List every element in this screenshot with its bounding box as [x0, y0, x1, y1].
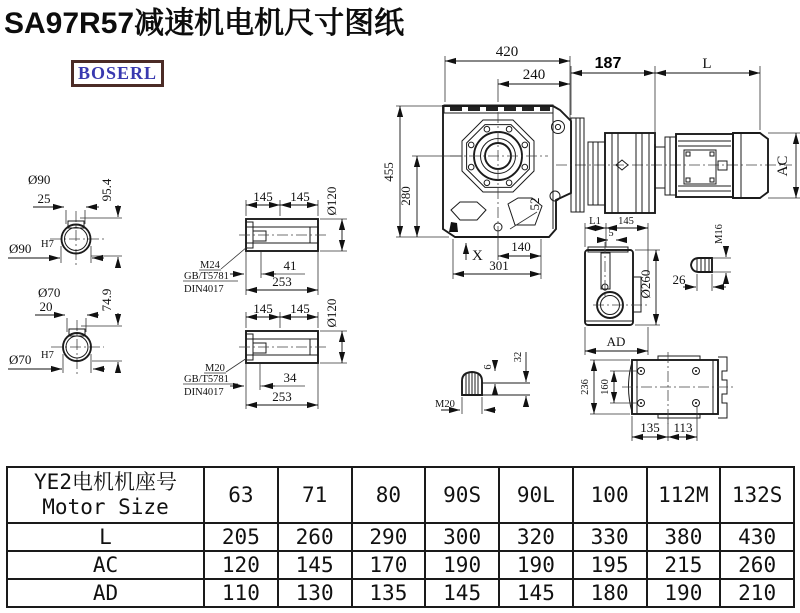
- dim-145-side-label: 145: [618, 216, 634, 227]
- hub-bottom-thread: M20: [205, 363, 225, 374]
- hub-top-total-len: 253: [272, 274, 292, 289]
- dim-240-label: 240: [522, 67, 546, 83]
- dim-74-9-label: 74.9: [99, 288, 114, 312]
- dim-AC-label: AC: [775, 155, 791, 177]
- dim-M20-label: M20: [435, 399, 455, 410]
- dim-M16-label: M16: [714, 224, 725, 244]
- hub-top-thread: M24: [200, 260, 220, 271]
- dim-52-label: 52: [527, 197, 542, 211]
- bore-70-tolerance: H7: [41, 350, 54, 361]
- size-col-71: 71: [278, 467, 352, 523]
- dim-187-label: 187: [594, 55, 622, 72]
- cell-L-80: 290: [352, 523, 426, 551]
- cell-AD-63: 110: [204, 579, 278, 607]
- hub-section-m20: [183, 299, 347, 409]
- hub-bottom-std1: GB/T5781: [184, 374, 229, 385]
- cell-AD-90S: 145: [425, 579, 499, 607]
- dim-90-label: Ø90: [28, 172, 51, 187]
- size-col-63: 63: [204, 467, 278, 523]
- size-col-80: 80: [352, 467, 426, 523]
- dim-L-label: L: [702, 56, 712, 72]
- cell-L-132S: 430: [720, 523, 794, 551]
- dim-160-label: 160: [600, 379, 611, 395]
- gearbox-side-view: [585, 216, 660, 355]
- hub-top-std2: DIN4017: [184, 284, 224, 295]
- cell-L-100: 330: [573, 523, 647, 551]
- table-row-AD: [7, 579, 794, 607]
- size-col-90S: 90S: [425, 467, 499, 523]
- size-col-100: 100: [573, 467, 647, 523]
- hub-bottom-len2: 145: [290, 301, 310, 316]
- cell-AD-112M: 190: [647, 579, 721, 607]
- row-label-L: L: [7, 523, 204, 551]
- cell-AC-112M: 215: [647, 551, 721, 579]
- cell-L-63: 205: [204, 523, 278, 551]
- header-motor-size: [7, 467, 204, 523]
- dim-95-4-label: 95.4: [99, 178, 114, 202]
- header-motor-size-cn: YE2电机机座号: [34, 469, 177, 494]
- dim-260-label: Ø260: [638, 269, 653, 299]
- dim-70-label: Ø70: [38, 285, 61, 300]
- cell-AC-80: 170: [352, 551, 426, 579]
- hub-top-dia: Ø120: [324, 186, 339, 216]
- bolt-detail-m20: [435, 352, 530, 414]
- dim-420-label: 420: [495, 44, 519, 60]
- cell-L-90S: 300: [425, 523, 499, 551]
- hub-bottom-len1: 145: [253, 301, 273, 316]
- bolt-detail-m16: [673, 224, 732, 291]
- shaft-end-view-90: [8, 172, 122, 268]
- table-row-L: [7, 523, 794, 551]
- brand-logo-text: BOSERL: [78, 63, 158, 83]
- cell-AC-71: 145: [278, 551, 352, 579]
- hub-top-std1: GB/T5781: [184, 271, 229, 282]
- dim-140-label: 140: [511, 239, 531, 254]
- hub-bottom-keyway-len: 34: [283, 370, 297, 385]
- cell-AD-132S: 210: [720, 579, 794, 607]
- dim-6-label: 6: [483, 364, 494, 370]
- dim-113-label: 113: [673, 420, 693, 435]
- size-col-90L: 90L: [499, 467, 573, 523]
- dim-455-label: 455: [381, 162, 396, 182]
- dim-L1-label: L1: [589, 216, 601, 227]
- bore-70-label: Ø70: [9, 352, 32, 367]
- cell-AD-71: 130: [278, 579, 352, 607]
- row-label-AD: AD: [7, 579, 204, 607]
- hub-top-len2: 145: [290, 189, 310, 204]
- hub-bottom-total-len: 253: [272, 389, 292, 404]
- dim-20-label: 20: [39, 299, 53, 314]
- cell-AD-90L: 145: [499, 579, 573, 607]
- cell-L-90L: 320: [499, 523, 573, 551]
- hub-section-m24: [183, 187, 347, 295]
- cell-AC-132S: 260: [720, 551, 794, 579]
- row-label-AC: AC: [7, 551, 204, 579]
- motor-side-view: [556, 55, 800, 213]
- bore-90-label: Ø90: [9, 241, 32, 256]
- hub-top-keyway-len: 41: [283, 258, 297, 273]
- dim-32-label: 32: [513, 351, 524, 363]
- hub-bottom-std2: DIN4017: [184, 387, 224, 398]
- table-header-row: [7, 467, 794, 523]
- cell-AC-63: 120: [204, 551, 278, 579]
- hub-bottom-dia: Ø120: [324, 298, 339, 328]
- cell-AD-100: 180: [573, 579, 647, 607]
- dim-25-label: 25: [37, 191, 51, 206]
- dim-135-label: 135: [640, 420, 660, 435]
- size-col-132S: 132S: [720, 467, 794, 523]
- motor-dimension-table: [6, 466, 795, 608]
- gearbox-front-view: [381, 44, 571, 279]
- dim-5-label: 5: [608, 228, 614, 239]
- cell-AC-90S: 190: [425, 551, 499, 579]
- cell-L-112M: 380: [647, 523, 721, 551]
- cell-AC-100: 195: [573, 551, 647, 579]
- cell-L-71: 260: [278, 523, 352, 551]
- size-col-112M: 112M: [647, 467, 721, 523]
- gearbox-bottom-view: [580, 352, 733, 441]
- cell-AC-90L: 190: [499, 551, 573, 579]
- dim-280-label: 280: [398, 186, 413, 206]
- page-title: SA97R57减速机电机尺寸图纸: [4, 7, 405, 40]
- cell-AD-80: 135: [352, 579, 426, 607]
- shaft-end-view-70: [8, 285, 122, 375]
- x-marker-label: X: [472, 248, 483, 264]
- dim-AD-label: AD: [606, 334, 626, 349]
- table-row-AC: [7, 551, 794, 579]
- dim-26-label: 26: [672, 272, 686, 287]
- header-motor-size-en: Motor Size: [42, 495, 169, 519]
- dim-236-label: 236: [580, 379, 591, 395]
- hub-top-len1: 145: [253, 189, 273, 204]
- bore-90-tolerance: H7: [41, 239, 54, 250]
- dim-301-label: 301: [489, 258, 509, 273]
